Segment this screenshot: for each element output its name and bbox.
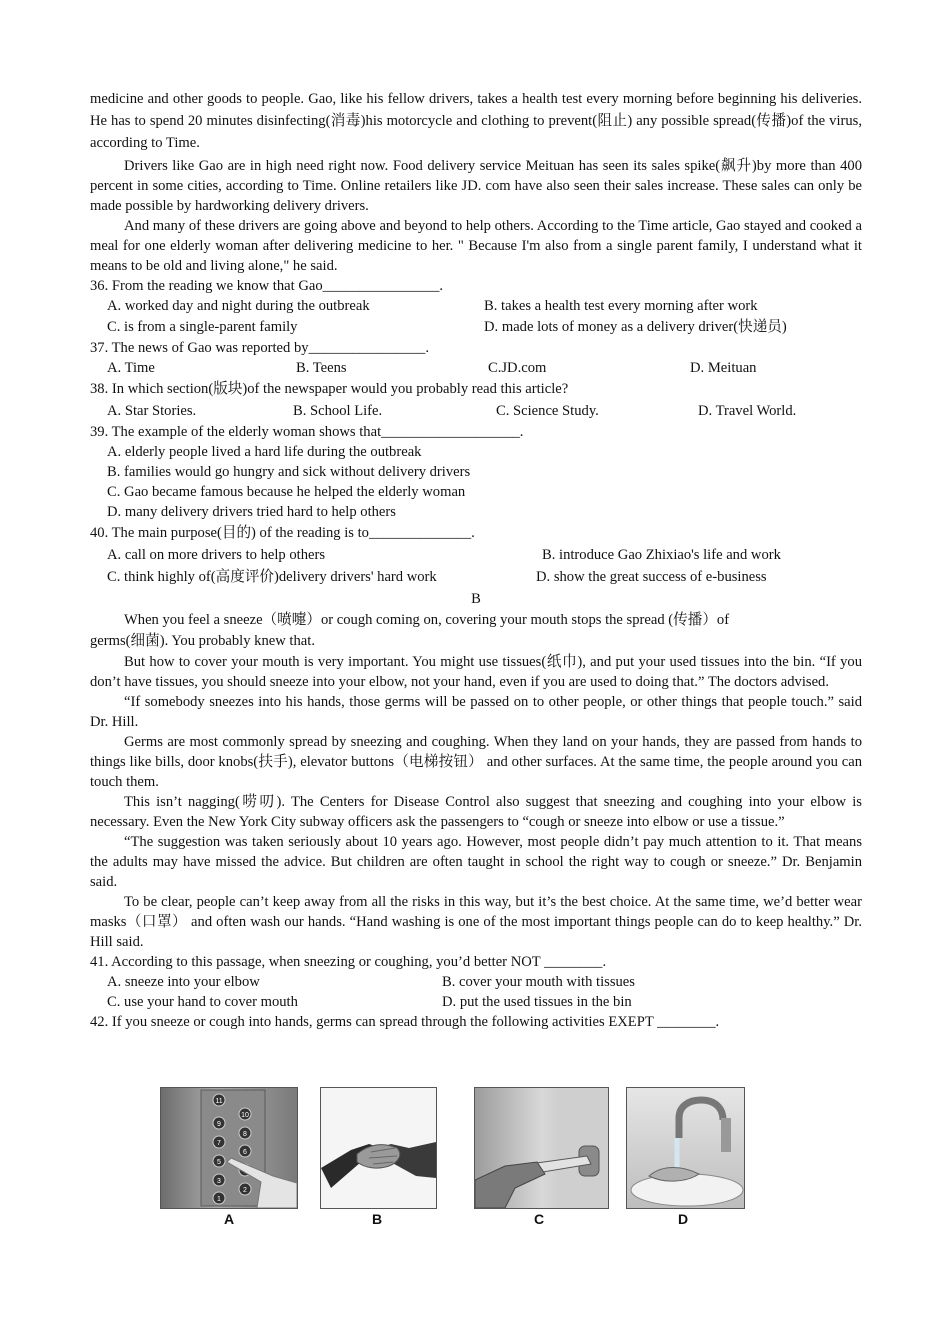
- option-a: A. sneeze into your elbow: [107, 974, 260, 990]
- question-37: [90, 338, 862, 378]
- door-handle-photo: [474, 1087, 609, 1209]
- passage-a-paragraph-3: And many of these drivers are going above and beyond to help others. According to the Time article, Gao stayed and cooked a meal for one elderly woman after delivering medicine to her. " Because I'm also from a single parent family, I understand what it means to be old and living alone," he said.: [90, 218, 862, 274]
- option-d: D. many delivery drivers tried hard to help others: [107, 504, 396, 520]
- question-stem: 38. In which section(版块)of the newspaper would you probably read this article?: [90, 381, 569, 397]
- question-stem: 42. If you sneeze or cough into hands, germs can spread through the following activities EXEPT ________.: [90, 1014, 720, 1030]
- passage-b-paragraph-6: “The suggestion was taken seriously about 10 years ago. However, most people didn’t pay much attention to it. That means the adults may have missed the advice. But children are often taught in school the right way to cough or sneeze.” Dr. Benjamin said.: [90, 834, 862, 890]
- passage-b-paragraph-4: Germs are most commonly spread by sneezing and coughing. When they land on your hands, they are passed from hands to things like bills, door knobs(扶手), elevator buttons（电梯按钮） and other surfaces. At the same time, the people around you can touch them.: [90, 734, 862, 790]
- hand-washing-photo: [626, 1087, 745, 1209]
- option-a: A. elderly people lived a hard life during the outbreak: [107, 444, 422, 460]
- option-b: B. families would go hungry and sick without delivery drivers: [107, 464, 471, 480]
- option-a: A. call on more drivers to help others: [107, 547, 326, 563]
- option-b: B. cover your mouth with tissues: [442, 974, 635, 990]
- question-stem: 41. According to this passage, when sneezing or coughing, you’d better NOT ________.: [90, 954, 607, 970]
- question-38: [90, 378, 862, 422]
- passage-a-paragraph-2: Drivers like Gao are in high need right now. Food delivery service Meituan has seen its sales spike(飙升)by more than 400 percent in some cities, according to Time. Online retailers like JD. com have also seen their sales increase. These sales can only be made possible by hardworking delivery drivers.: [90, 158, 862, 214]
- section-b-heading: B: [471, 591, 481, 607]
- elevator-panel-icon: [161, 1088, 297, 1208]
- elevator-button-label: 11: [215, 1098, 223, 1105]
- door-handle-icon: [475, 1088, 608, 1208]
- question-stem: 39. The example of the elderly woman shows that___________________.: [90, 424, 524, 440]
- question-39: [90, 422, 862, 522]
- question-40: [90, 522, 862, 588]
- elevator-button-label: 7: [217, 1140, 221, 1147]
- question-42-pictures: [160, 1087, 750, 1227]
- handshake-photo: [320, 1087, 437, 1209]
- option-a: A. worked day and night during the outbreak: [107, 298, 370, 314]
- elevator-button-label: 6: [243, 1149, 247, 1156]
- option-c: C.JD.com: [488, 360, 547, 376]
- option-b: B. Teens: [296, 360, 347, 376]
- elevator-button-label: 10: [241, 1112, 249, 1119]
- elevator-button-label: 5: [217, 1159, 221, 1166]
- handshake-icon: [321, 1088, 436, 1208]
- picture-a-label: A: [224, 1211, 235, 1227]
- picture-b-label: B: [372, 1211, 383, 1227]
- option-a: A. Time: [107, 360, 155, 376]
- option-b: B. introduce Gao Zhixiao's life and work: [542, 547, 781, 563]
- passage-a-paragraph-1: medicine and other goods to people. Gao, like his fellow drivers, takes a health test every morning before beginning his deliveries. He has to spend 20 minutes disinfecting(消毒)his motorcycle and clothing to prevent(阻止) any possible spread(传播)of the virus, according to Time.: [90, 91, 862, 151]
- option-d: D. Meituan: [690, 360, 757, 376]
- worksheet-page: [90, 88, 862, 1032]
- option-c: C. is from a single-parent family: [107, 319, 298, 335]
- option-c: C. think highly of(高度评价)delivery drivers' hard work: [107, 569, 437, 585]
- question-36: [90, 276, 862, 338]
- passage-b-paragraph-5: This isn’t nagging(唠叨). The Centers for Disease Control also suggest that sneezing and coughing into your elbow is necessary. Even the New York City subway officers ask the passengers to “cough or sneeze into elbow or use a tissue.”: [90, 794, 862, 830]
- hand-washing-icon: [627, 1088, 744, 1208]
- option-d: D. put the used tissues in the bin: [442, 994, 632, 1010]
- elevator-button-label: 8: [243, 1131, 247, 1138]
- passage-b-paragraph-2: But how to cover your mouth is very important. You might use tissues(纸巾), and put your used tissues into the bin. “If you don’t have tissues, you should sneeze into your elbow, not your hand, even if you are used to doing that.” The doctors advised.: [90, 654, 862, 690]
- question-stem: 37. The news of Gao was reported by________________.: [90, 340, 429, 356]
- option-c: C. Science Study.: [496, 403, 599, 419]
- elevator-button-label: 9: [217, 1121, 221, 1128]
- question-stem: 40. The main purpose(目的) of the reading is to______________.: [90, 525, 475, 541]
- option-d: D. made lots of money as a delivery driver(快递员): [484, 319, 787, 335]
- option-b: B. School Life.: [293, 403, 383, 419]
- elevator-button-label: 2: [243, 1187, 247, 1194]
- elevator-button-label: 3: [217, 1178, 221, 1185]
- passage-b-paragraph-7: To be clear, people can’t keep away from all the risks in this way, but it’s the best choice. At the same time, we’d better wear masks（口罩） and often wash our hands. “Hand washing is one of the most important things people can do to keep healthy.” Dr. Hill said.: [90, 894, 862, 950]
- question-41: [90, 952, 862, 1012]
- option-d: D. Travel World.: [698, 403, 797, 419]
- passage-b-paragraph-1: When you feel a sneeze（喷嚏）or cough coming on, covering your mouth stops the spread (传播）of germs(细菌). You probably knew that.: [90, 612, 730, 649]
- elevator-buttons-photo: [160, 1087, 298, 1209]
- question-42: [90, 1012, 862, 1032]
- passage-b-paragraph-3: “If somebody sneezes into his hands, those germs will be passed on to other people, or other things that people touch.” said Dr. Hill.: [90, 694, 862, 730]
- picture-d-label: D: [678, 1211, 689, 1227]
- question-stem: 36. From the reading we know that Gao________________.: [90, 278, 444, 294]
- option-a: A. Star Stories.: [107, 403, 197, 419]
- option-b: B. takes a health test every morning after work: [484, 298, 758, 314]
- elevator-button-label: 1: [217, 1196, 221, 1203]
- option-d: D. show the great success of e-business: [536, 569, 767, 585]
- option-c: C. use your hand to cover mouth: [107, 994, 298, 1010]
- option-c: C. Gao became famous because he helped the elderly woman: [107, 484, 466, 500]
- picture-c-label: C: [534, 1211, 545, 1227]
